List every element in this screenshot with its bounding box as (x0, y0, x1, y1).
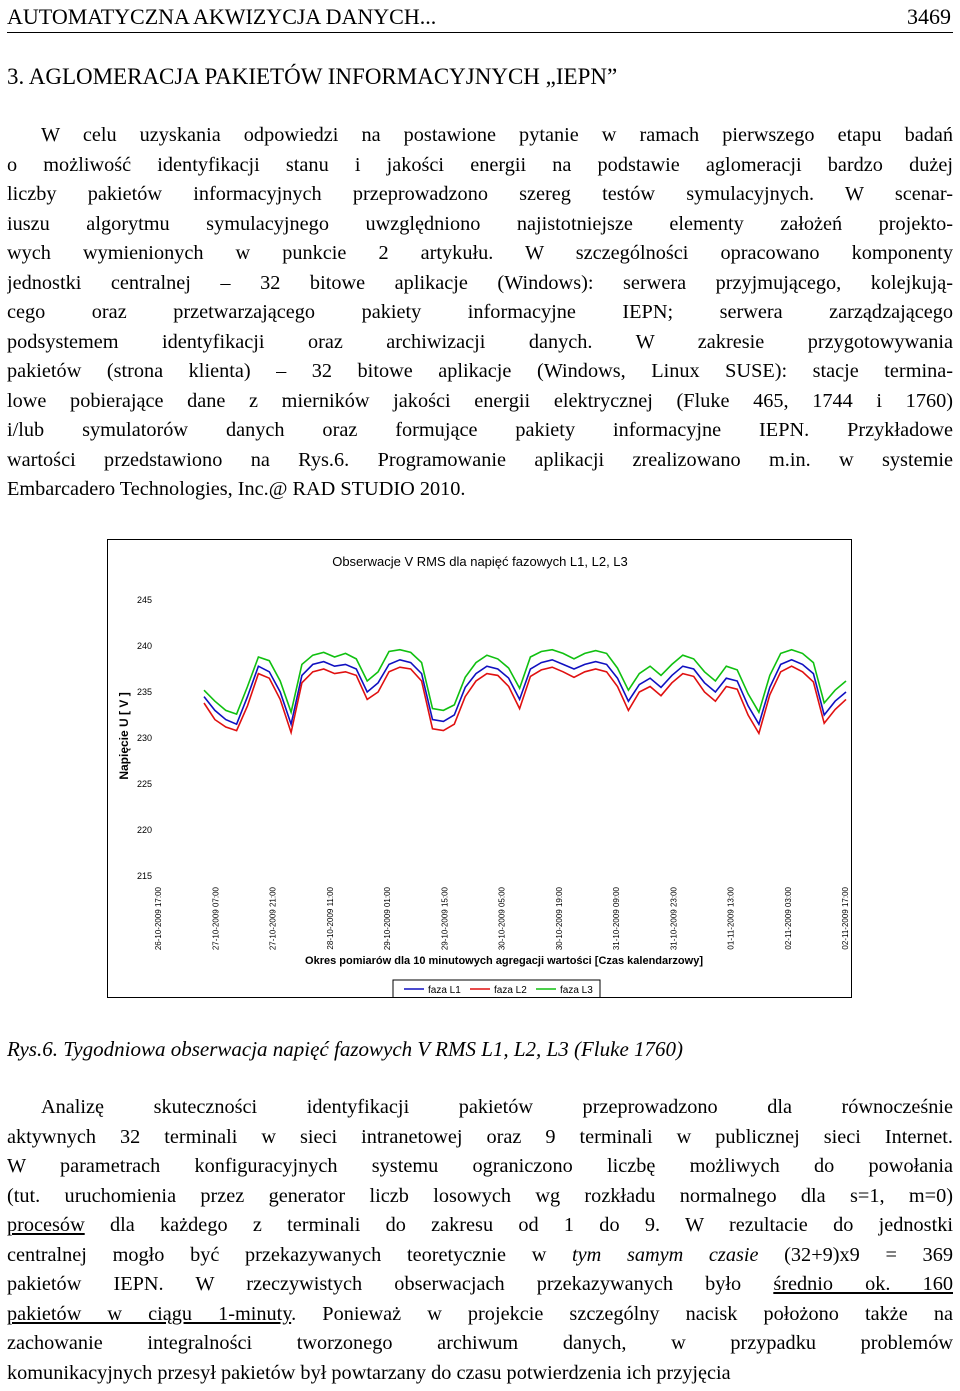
x-ticks (154, 886, 850, 950)
y-axis-label: Napięcie U [ V ] (117, 692, 131, 780)
p2-underlined-processes: procesów (7, 1214, 85, 1236)
page-number: 3469 (907, 4, 951, 29)
p1-line-10: lowe pobierające dane z mierników jakości energii elektrycznej (Fluke 465, 1744 i 1760) (7, 389, 953, 412)
p2-line-6-a: centralnej mogło być przekazywanych teoretycznie w (7, 1243, 572, 1266)
x-tick-label: 02-11-2009 17:00 (841, 887, 850, 950)
series-lines (204, 650, 846, 734)
chart-legend (393, 980, 600, 997)
y-tick-label: 220 (136, 825, 152, 835)
y-tick-label: 230 (136, 733, 152, 743)
legend-label-1: faza L1 (428, 985, 461, 996)
p1-line-4: iuszu algorytmu symulacyjnego uwzględniono najistotniejsze elementy założeń projekto- (7, 212, 953, 235)
legend-label-2: faza L2 (494, 985, 527, 996)
p2-line-7-a: pakietów IEPN. W rzeczywistych obserwacjach przekazywanych było (7, 1273, 774, 1295)
p1-line-6: jednostki centralnej – 32 bitowe aplikacje (Windows): serwera przyjmującego, kolejkują- (7, 271, 953, 294)
y-tick-label: 235 (136, 687, 152, 697)
p1-line-5: wych wymienionych w punkcie 2 artykułu. W szczególności opracowano komponenty (7, 242, 953, 264)
paragraph-2 (7, 1093, 953, 1388)
p2-line-9: zachowanie integralności tworzonego archiwum danych, w przypadku problemów (7, 1332, 953, 1354)
x-tick-label: 31-10-2009 09:00 (612, 887, 621, 951)
x-tick-label: 28-10-2009 11:00 (325, 887, 335, 950)
legend-label-3: faza L3 (560, 985, 593, 996)
p2-line-8 (7, 1300, 953, 1330)
chart-figure (107, 539, 852, 998)
x-tick-label: 26-10-2009 17:00 (154, 887, 163, 951)
x-tick-label: 30-10-2009 19:00 (554, 887, 564, 951)
y-tick-label: 240 (136, 641, 152, 651)
voltage-chart (108, 540, 851, 997)
x-axis-label: Okres pomiarów dla 10 minutowych agregacji wartości [Czas kalendarzowy] (305, 955, 703, 967)
x-tick-label: 30-10-2009 05:00 (497, 887, 507, 951)
p2-line-5 (7, 1211, 953, 1241)
p2-line-6 (7, 1241, 953, 1271)
y-tick-label: 245 (136, 595, 152, 605)
section-heading: 3. AGLOMERACJA PAKIETÓW INFORMACYJNYCH „IEPN” (7, 64, 618, 89)
p1-line-8: podsystemem identyfikacji oraz archiwizacji danych. W zakresie przygotowywania (7, 330, 953, 353)
series-line-2 (204, 666, 846, 733)
p1-line-1: W celu uzyskania odpowiedzi na postawione pytanie w ramach pierwszego etapu badań (41, 124, 953, 146)
p2-line-6-c: (32+9)x9 = 369 (758, 1243, 953, 1266)
p2-line-5-rest: dla każdego z terminali do zakresu od 1 do 9. W rezultacie do jednostki (84, 1214, 953, 1236)
p1-line-3: liczby pakietów informacyjnych przeprowadzono szereg testów symulacyjnych. W scenar- (7, 183, 953, 205)
x-tick-label: 31-10-2009 23:00 (669, 887, 679, 951)
running-header-title: AUTOMATYCZNA AKWIZYCJA DANYCH... (7, 4, 437, 29)
paragraph-1 (7, 121, 953, 505)
y-tick-label: 225 (136, 779, 152, 789)
p2-line-8-b: . Ponieważ w projekcie szczególny nacisk położono także na (291, 1302, 953, 1325)
y-ticks (137, 595, 152, 881)
chart-title: Obserwacje V RMS dla napięć fazowych L1, L2, L3 (332, 554, 628, 569)
p2-line-3: W parametrach konfiguracyjnych systemu ograniczono liczbę możliwych do powołania (7, 1155, 953, 1177)
p1-line-12: wartości przedstawiono na Rys.6. Programowanie aplikacji zrealizowano m.in. w systemie (7, 448, 953, 471)
p1-line-11: i/lub symulatorów danych oraz formujące pakiety informacyjne IEPN. Przykładowe (7, 419, 953, 441)
p2-line-2: aktywnych 32 terminali w sieci intranetowej oraz 9 terminali w publicznej sieci Internet. (7, 1125, 953, 1148)
x-tick-label: 01-11-2009 13:00 (726, 887, 736, 950)
x-tick-label: 27-10-2009 21:00 (268, 887, 278, 951)
p1-line-7: cego oraz przetwarzającego pakiety informacyjne IEPN; serwera zarządzającego (7, 301, 953, 323)
p2-underlined-per-minute: pakietów w ciągu 1-minuty (7, 1302, 292, 1325)
p2-underlined-average: średnio ok. 160 (773, 1273, 953, 1295)
x-tick-label: 29-10-2009 01:00 (383, 887, 392, 951)
p2-line-7 (7, 1270, 953, 1300)
p2-line-1: Analizę skuteczności identyfikacji pakietów przeprowadzono dla równocześnie (41, 1096, 953, 1118)
x-tick-label: 02-11-2009 03:00 (783, 887, 793, 950)
p1-line-9: pakietów (strona klienta) – 32 bitowe aplikacje (Windows, Linux SUSE): stacje termina- (7, 360, 953, 382)
running-header (7, 2, 953, 33)
p1-line-2: o możliwość identyfikacji stanu i jakości energii na podstawie aglomeracji bardzo dużej (7, 153, 953, 176)
figure-caption: Rys.6. Tygodniowa obserwacja napięć fazowych V RMS L1, L2, L3 (Fluke 1760) (7, 1037, 684, 1061)
y-tick-label: 215 (136, 871, 152, 881)
x-tick-label: 29-10-2009 15:00 (440, 887, 450, 951)
x-tick-label: 27-10-2009 07:00 (211, 887, 221, 951)
p1-line-13: Embarcadero Technologies, Inc.@ RAD STUDIO 2010. (7, 478, 466, 500)
p2-italic-phrase: tym samym czasie (572, 1243, 759, 1266)
p2-line-10: komunikacyjnych przesył pakietów był powtarzany do czasu potwierdzenia ich przyjęcia (7, 1361, 731, 1384)
p2-line-4: (tut. uruchomienia przez generator liczb losowych wg rozkładu normalnego dla s=1, m=0) (7, 1184, 953, 1207)
